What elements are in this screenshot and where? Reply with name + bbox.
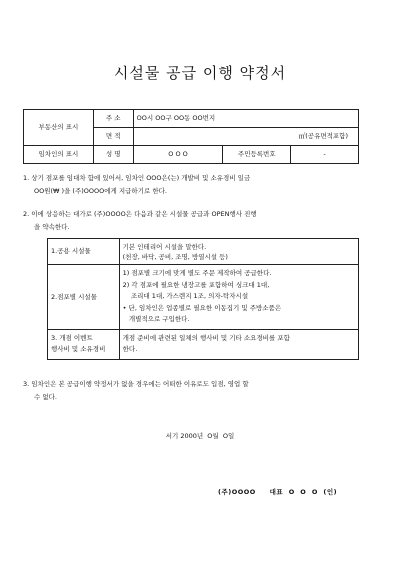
id-value: - [291,146,359,164]
supply-content-line: 기본 인테리어 시설을 말한다. [122,242,207,251]
supply-label-line: 행사비 및 소유경비 [51,345,106,353]
supply-content-line: • 단, 임차인은 업종별로 필요한 이동집기 및 주방소품은 [122,303,282,312]
area-label: 면 적 [93,128,133,146]
supply-row-label [48,239,120,265]
signature-line: (주)OOOO 대표 O O O (인) [218,488,338,496]
clause-3-line: 수 없다. [34,393,57,401]
address-label: 주 소 [93,110,133,128]
supply-row-content [119,265,358,330]
clause-1-line: OO원(₩ )을 (주)OOOO에게 지급하기로 한다. [34,187,167,195]
supply-row-label [48,265,120,330]
document-title: 시설물 공급 이행 약정서 [113,64,287,82]
supply-label-line: 1.공용 시설물 [51,247,91,256]
supply-content-line: 한다. [122,345,138,353]
tenant-label: 임차인의 표시 [24,146,94,164]
supply-label-line: 2.점포별 시설물 [51,292,97,301]
supply-content-line: 2) 각 점포에 필요한 냉장고를 포함하여 싱크대 1대, [122,280,270,289]
clause-3-line: 3. 임차인은 본 공급이행 약정서가 없을 경우에는 어떠한 이유로도 입점, 영업 할 [23,380,249,388]
supply-content-line: 개점 준비에 관련된 일체의 행사비 및 기타 소요경비를 포함 [122,334,290,342]
property-label: 부동산의 표시 [24,110,94,146]
supply-content-line: 조리대 1대, 가스렌지 1조, 의자-탁자시설 [122,292,249,300]
supply-content-line: 개별적으로 구입한다. [122,315,190,323]
clause-2 [23,208,257,234]
supply-content-line: (천장, 바닥, 공비, 조명, 방열시설 등) [122,252,228,261]
clause-2-line: 을 약속한다. [34,223,70,231]
supply-table [47,238,359,360]
name-label: 성 명 [93,146,133,164]
property-table [23,109,359,164]
clause-2-line: 2. 이에 상응하는 대가로 (주)OOOO은 다음과 같은 시설물 공급과 OPEN행사 진행 [23,210,257,218]
id-label: 주민등록번호 [223,146,291,164]
contract-date: 서기 2000년 O월 O일 [165,432,235,440]
name-value: O O O [133,146,223,164]
clause-3 [23,378,249,404]
clause-1-line: 1. 상기 점포를 임대차 함에 있어서, 임차인 OOO은(는) 개발비 및 소유경비 일금 [23,174,251,182]
clause-1 [23,172,250,198]
supply-row-label [48,329,120,359]
supply-row-content [119,239,358,265]
supply-row-content [119,329,358,359]
area-value: ㎡(공유면적포함) [133,128,358,146]
address-value: OO시 OO구 OO동 OO번지 [133,110,358,128]
supply-content-line: 1) 점포별 크기에 맞게 별도 주문 제작하여 공급한다. [122,269,272,277]
supply-label-line: 3. 개점 이벤트 [51,334,93,342]
